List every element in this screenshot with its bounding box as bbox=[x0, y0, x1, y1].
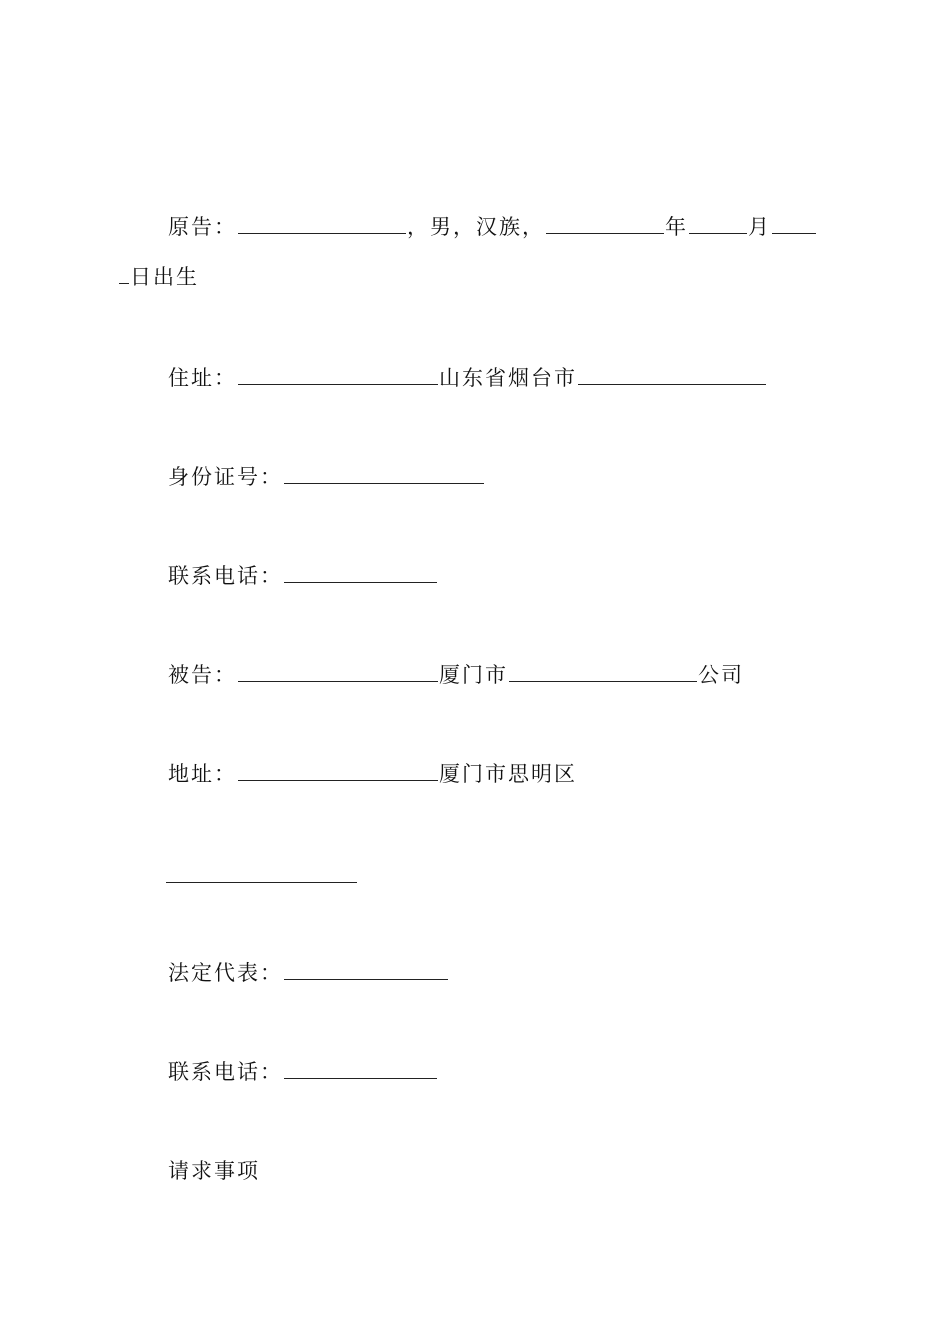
defendant-company-blank bbox=[509, 661, 697, 682]
defendant-line bbox=[168, 660, 744, 690]
birth-month-blank bbox=[689, 213, 747, 234]
legal-rep-line bbox=[168, 958, 449, 988]
defendant-phone-line bbox=[168, 1057, 438, 1087]
born-label: 日出生 bbox=[130, 265, 199, 289]
plaintiff-name-blank bbox=[238, 213, 406, 234]
plaintiff-gender: 男 bbox=[430, 215, 453, 239]
plaintiff-label: 原告： bbox=[168, 215, 237, 239]
month-label: 月 bbox=[748, 215, 771, 239]
claims-heading-line bbox=[168, 1156, 260, 1186]
id-number-label: 身份证号： bbox=[168, 465, 283, 489]
defendant-city: 厦门市 bbox=[439, 663, 508, 687]
id-number-line bbox=[168, 462, 485, 492]
comma: ， bbox=[522, 215, 545, 239]
defendant-phone-label: 联系电话： bbox=[168, 1060, 283, 1084]
legal-rep-blank bbox=[284, 959, 448, 980]
residence-blank-1 bbox=[238, 364, 438, 385]
plaintiff-ethnicity: 汉族 bbox=[476, 215, 522, 239]
residence-province-city: 山东省烟台市 bbox=[439, 366, 577, 390]
comma: ， bbox=[453, 215, 476, 239]
residence-label: 住址： bbox=[168, 366, 237, 390]
defendant-address-line bbox=[168, 759, 577, 789]
defendant-address-label: 地址： bbox=[168, 762, 237, 786]
id-number-blank bbox=[284, 463, 484, 484]
defendant-suffix: 公司 bbox=[698, 663, 744, 687]
defendant-label: 被告： bbox=[168, 663, 237, 687]
plaintiff-phone-blank bbox=[284, 562, 437, 583]
plaintiff-line bbox=[168, 212, 817, 242]
birth-year-blank bbox=[546, 213, 664, 234]
plaintiff-phone-label: 联系电话： bbox=[168, 564, 283, 588]
plaintiff-line-continued bbox=[118, 262, 199, 292]
claims-heading: 请求事项 bbox=[168, 1159, 260, 1183]
residence-blank-2 bbox=[578, 364, 766, 385]
residence-line bbox=[168, 363, 767, 393]
legal-rep-label: 法定代表： bbox=[168, 961, 283, 985]
defendant-blank-1 bbox=[238, 661, 438, 682]
birth-day-blank bbox=[772, 213, 816, 234]
defendant-address-city-district: 厦门市思明区 bbox=[439, 762, 577, 786]
defendant-phone-blank bbox=[284, 1058, 437, 1079]
address-detail-blank bbox=[166, 882, 357, 883]
comma: ， bbox=[407, 215, 430, 239]
birth-day-blank-continued bbox=[119, 263, 129, 284]
year-label: 年 bbox=[665, 215, 688, 239]
defendant-address-blank bbox=[238, 760, 438, 781]
plaintiff-phone-line bbox=[168, 561, 438, 591]
